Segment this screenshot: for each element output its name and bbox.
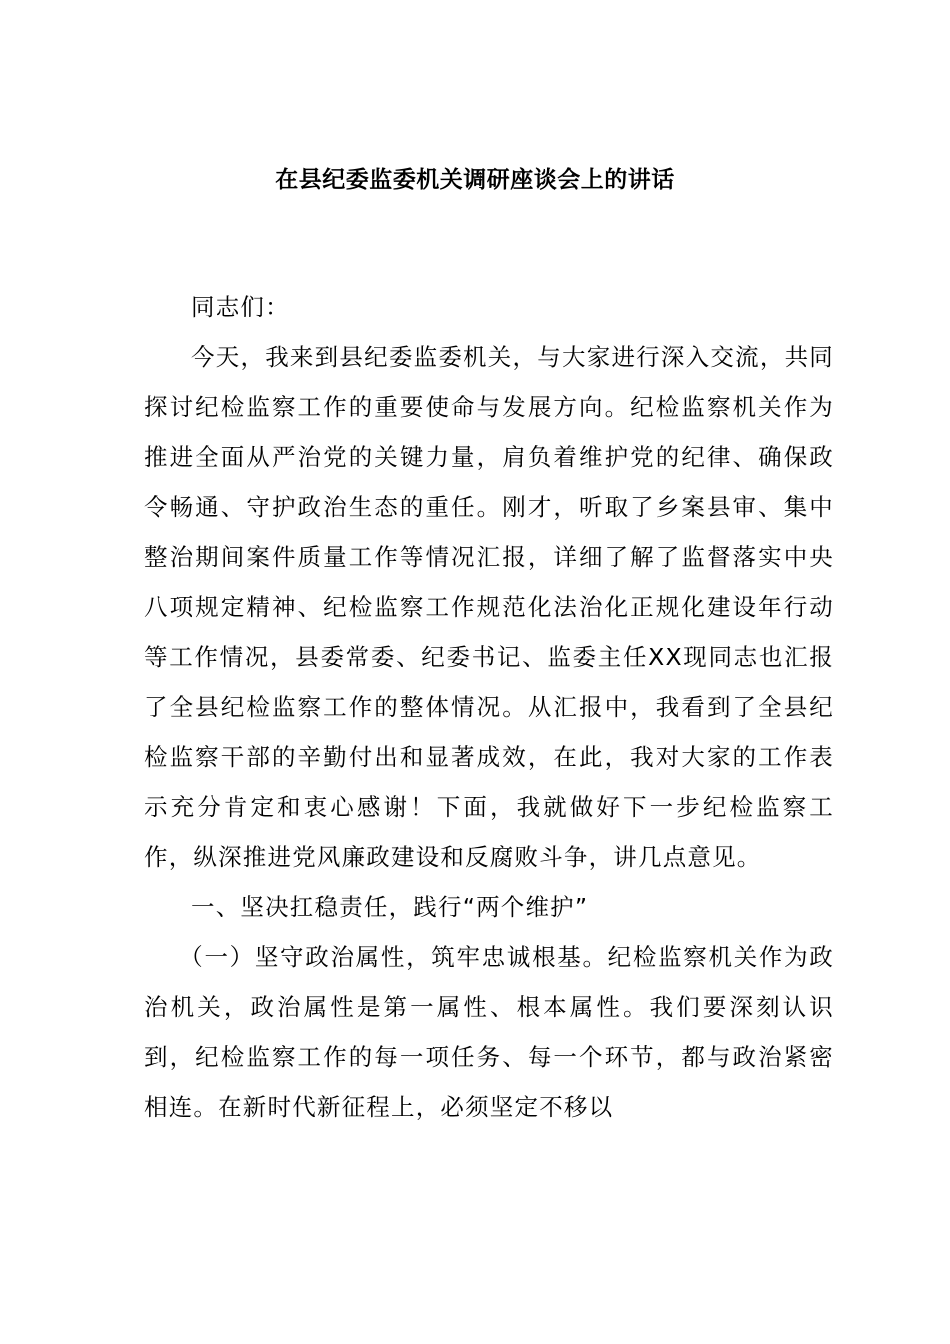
paragraph-intro: 今天，我来到县纪委监委机关，与大家进行深入交流，共同探讨纪检监察工作的重要使命与发展方向。纪检监察机关作为推进全面从严治党的关键力量，肩负着维护党的纪律、确保政令畅通、守护政治生态的重任。刚才，听取了乡案县审、集中整治期间案件质量工作等情况汇报，详细了解了监督落实中央八项规定精神、纪检监察工作规范化法治化正规化建设年行动等工作情况，县委常委、纪委书记、监委主任XX现同志也汇报了全县纪检监察工作的整体情况。从汇报中，我看到了全县纪检监察干部的辛勤付出和显著成效，在此，我对大家的工作表示充分肯定和衷心感谢！下面，我就做好下一步纪检监察工作，纵深推进党风廉政建设和反腐败斗争，讲几点意见。 <box>144 343 834 871</box>
salutation: 同志们： <box>191 293 290 321</box>
section-heading-1: 一、坚决扛稳责任，践行“两个维护” <box>191 893 589 921</box>
subsection-paragraph-1: （一）坚守政治属性，筑牢忠诚根基。纪检监察机关作为政治机关，政治属性是第一属性、根本属性。我们要深刻认识到，纪检监察工作的每一项任务、每一个环节，都与政治紧密相连。在新时代新征程上，必须坚定不移以 <box>144 943 834 1121</box>
document-body <box>144 282 834 1132</box>
document-title: 在县纪委监委机关调研座谈会上的讲话 <box>275 167 675 193</box>
